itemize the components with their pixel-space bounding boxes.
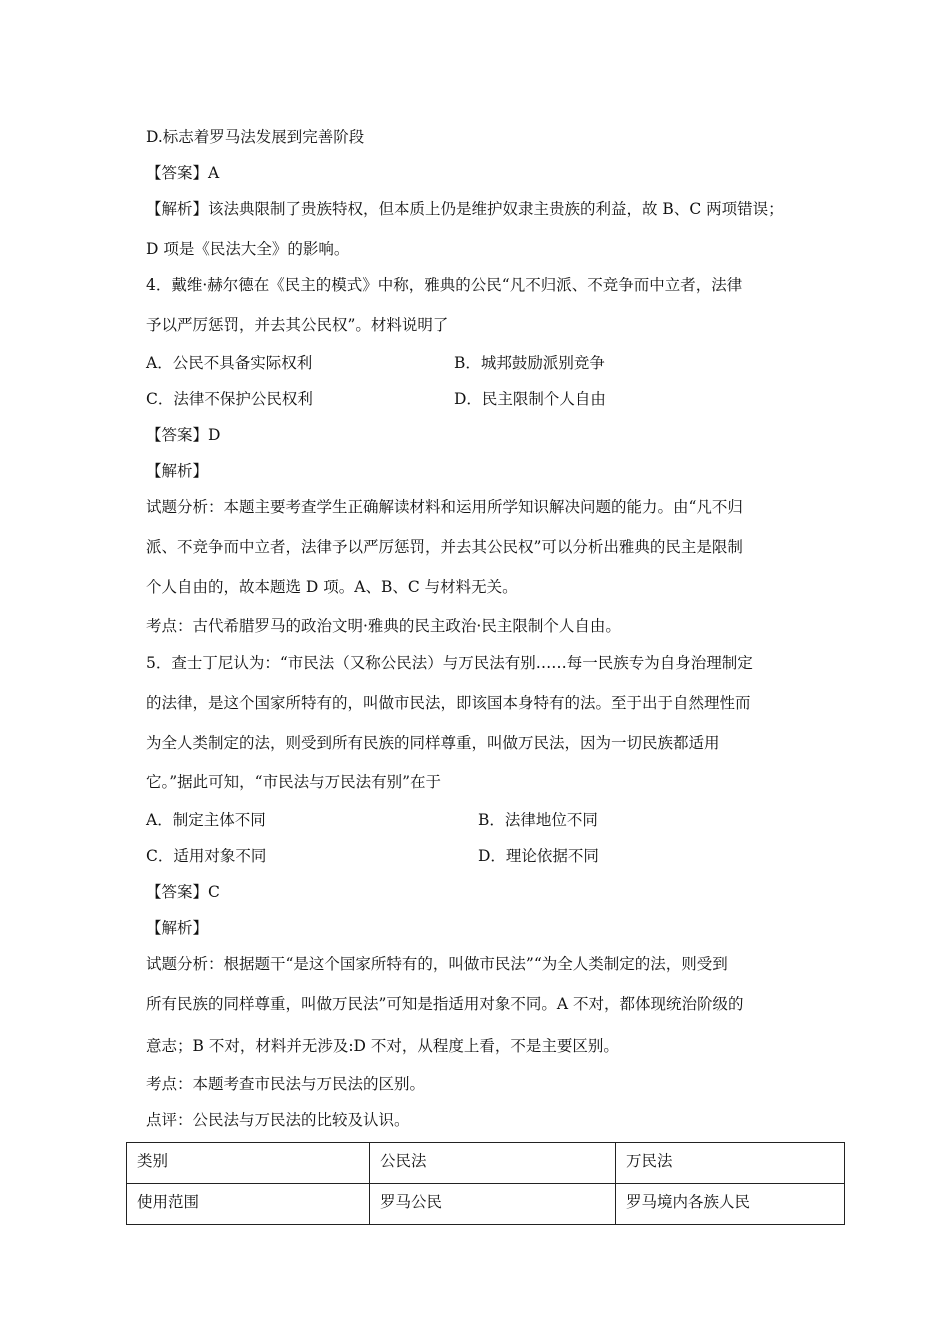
table-header-cell: 公民法 bbox=[370, 1143, 616, 1184]
question-4-line1: 4．戴维·赫尔德在《民主的模式》中称，雅典的公民“凡不归派、不竞争而中立者，法律 bbox=[146, 276, 743, 294]
table-cell: 使用范围 bbox=[127, 1184, 370, 1225]
answer-q4: 【答案】D bbox=[146, 426, 221, 444]
question-5-line1: 5．查士丁尼认为：“市民法（又称公民法）与万民法有别……每一民族专为自身治理制定 bbox=[146, 654, 753, 672]
q5-option-b: B．法律地位不同 bbox=[478, 811, 598, 829]
q4-option-d: D．民主限制个人自由 bbox=[454, 390, 606, 408]
table-cell: 罗马公民 bbox=[370, 1184, 616, 1225]
option-d-q3: D.标志着罗马法发展到完善阶段 bbox=[146, 128, 365, 146]
table-cell: 罗马境内各族人民 bbox=[616, 1184, 845, 1225]
question-5-line2: 的法律，是这个国家所特有的，叫做市民法，即该国本身特有的法。至于出于自然理性而 bbox=[146, 694, 751, 712]
question-5-line4: 它。”据此可知，“市民法与万民法有别”在于 bbox=[146, 773, 442, 791]
analysis-q3-line2: D 项是《民法大全》的影响。 bbox=[146, 240, 350, 258]
q4-option-a: A．公民不具备实际权利 bbox=[146, 354, 313, 372]
law-comparison-table bbox=[126, 1142, 845, 1225]
analysis-q5-line1: 试题分析：根据题干“是这个国家所特有的，叫做市民法”“为全人类制定的法，则受到 bbox=[146, 955, 728, 973]
q5-option-a: A．制定主体不同 bbox=[146, 811, 266, 829]
table-row bbox=[127, 1184, 845, 1225]
analysis-q4-heading: 【解析】 bbox=[146, 462, 209, 480]
answer-q3: 【答案】A bbox=[146, 164, 220, 182]
table-header-row bbox=[127, 1143, 845, 1184]
analysis-q5-heading: 【解析】 bbox=[146, 919, 209, 937]
q5-option-d: D．理论依据不同 bbox=[478, 847, 599, 865]
analysis-q4-line1: 试题分析：本题主要考查学生正确解读材料和运用所学知识解决问题的能力。由“凡不归 bbox=[146, 498, 743, 516]
q5-option-c: C．适用对象不同 bbox=[146, 847, 267, 865]
dianping-q5: 点评：公民法与万民法的比较及认识。 bbox=[146, 1111, 410, 1129]
q4-option-b: B．城邦鼓励派别竞争 bbox=[454, 354, 605, 372]
question-5-line3: 为全人类制定的法，则受到所有民族的同样尊重，叫做万民法，因为一切民族都适用 bbox=[146, 734, 720, 752]
kaodian-q4: 考点：古代希腊罗马的政治文明·雅典的民主政治·民主限制个人自由。 bbox=[146, 617, 621, 635]
analysis-q3-line1: 【解析】该法典限制了贵族特权，但本质上仍是维护奴隶主贵族的利益，故 B、C 两项错误； bbox=[146, 200, 784, 218]
table-header-cell: 类别 bbox=[127, 1143, 370, 1184]
question-4-line2: 予以严厉惩罚，并去其公民权”。材料说明了 bbox=[146, 316, 449, 334]
analysis-q4-line3: 个人自由的，故本题选 D 项。A、B、C 与材料无关。 bbox=[146, 578, 518, 596]
answer-q5: 【答案】C bbox=[146, 883, 220, 901]
analysis-q5-line3: 意志；B 不对，材料并无涉及:D 不对，从程度上看，不是主要区别。 bbox=[146, 1037, 619, 1055]
kaodian-q5: 考点：本题考查市民法与万民法的区别。 bbox=[146, 1075, 426, 1093]
table-header-cell: 万民法 bbox=[616, 1143, 845, 1184]
analysis-q4-line2: 派、不竞争而中立者，法律予以严厉惩罚，并去其公民权”可以分析出雅典的民主是限制 bbox=[146, 538, 743, 556]
analysis-q5-line2: 所有民族的同样尊重，叫做万民法”可知是指适用对象不同。A 不对，都体现统治阶级的 bbox=[146, 995, 744, 1013]
q4-option-c: C．法律不保护公民权利 bbox=[146, 390, 313, 408]
